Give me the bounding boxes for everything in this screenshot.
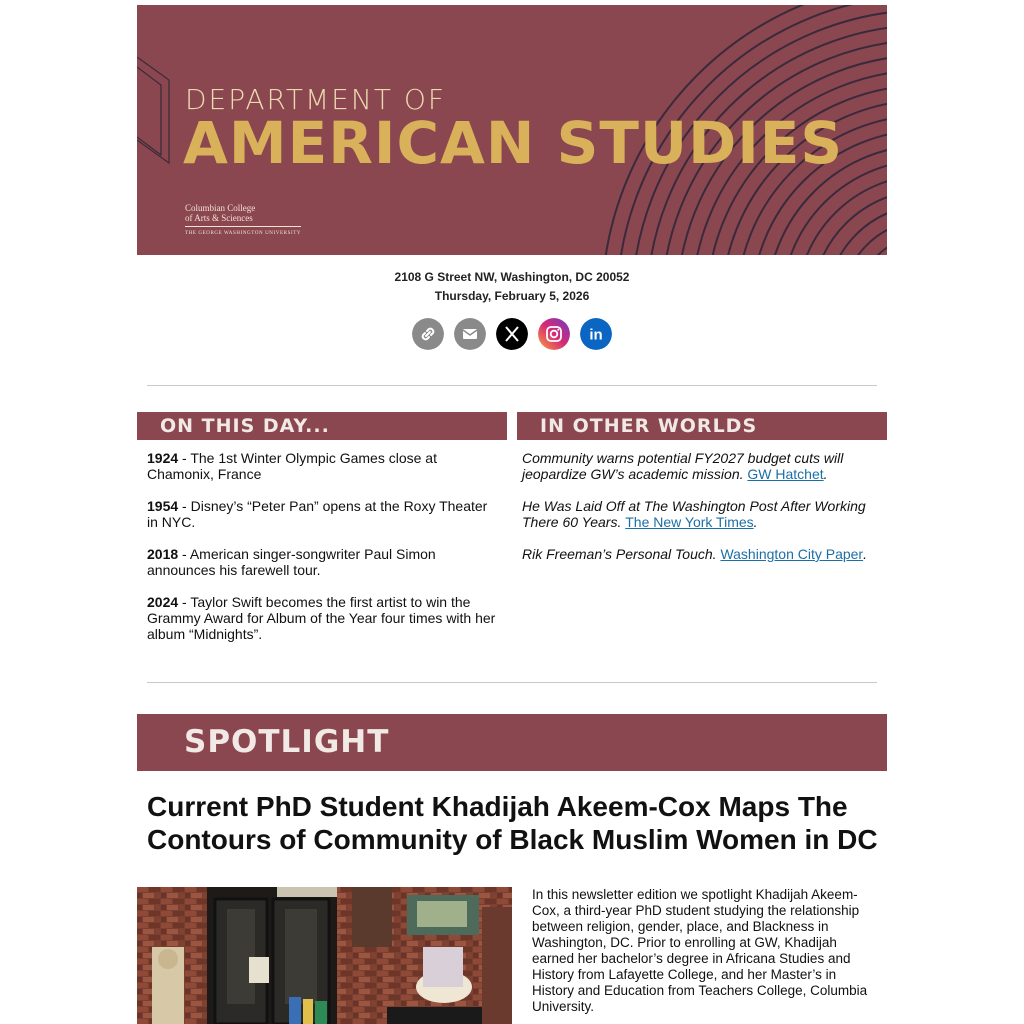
list-item (522, 450, 877, 482)
spotlight-headline: Current PhD Student Khadijah Akeem-Cox Maps The Contours of Community of Black Muslim Women in DC (147, 791, 878, 855)
spotlight-body: In this newsletter edition we spotlight Khadijah Akeem-Cox, a third-year PhD student studying the relationship between religion, gender, place, and Blackness in Washington, DC. Prior to enrolling at GW, Khadijah earned her bachelor’s degree in Africana Studies and History from Lafayette College, and her Master’s in History and Education from Teachers College, Columbia University. (532, 887, 868, 1014)
list-item (147, 594, 497, 642)
event-year: 1954 (147, 498, 179, 514)
punctuation: . (753, 514, 758, 530)
address: 2108 G Street NW, Washington, DC 20052 (394, 270, 630, 284)
punctuation: . (823, 466, 828, 482)
news-source-link[interactable]: The New York Times (625, 514, 754, 530)
divider (147, 385, 877, 386)
list-item (147, 498, 497, 530)
college-logo (185, 203, 301, 239)
linkedin-icon[interactable] (580, 318, 612, 350)
social-links (412, 318, 612, 350)
event-text: - Disney’s “Peter Pan” opens at the Roxy Theater in NYC. (147, 498, 488, 530)
date: Thursday, February 5, 2026 (434, 289, 590, 303)
list-item (147, 450, 497, 482)
list-item (522, 498, 877, 530)
email-icon[interactable] (454, 318, 486, 350)
event-text: - The 1st Winter Olympic Games close at Chamonix, France (147, 450, 437, 482)
divider (147, 682, 877, 683)
event-year: 2018 (147, 546, 179, 562)
event-text: - American singer-songwriter Paul Simon announces his farewell tour. (147, 546, 436, 578)
punctuation: . (863, 546, 867, 562)
news-headline: He Was Laid Off at The Washington Post After Working There 60 Years. (522, 498, 866, 530)
list-item (147, 546, 497, 578)
spotlight-header: SPOTLIGHT (137, 714, 887, 771)
college-line-2: of Arts & Sciences (185, 213, 253, 223)
link-icon[interactable] (412, 318, 444, 350)
spotlight-photo (137, 887, 512, 1024)
event-text: - Taylor Swift becomes the first artist to win the Grammy Award for Album of the Year four times with her album “Midnights”. (147, 594, 496, 642)
university-name: THE GEORGE WASHINGTON UNIVERSITY (185, 226, 301, 239)
news-headline: Rik Freeman’s Personal Touch. (522, 546, 721, 562)
banner-line-1: DEPARTMENT OF (185, 83, 446, 116)
other-worlds-header: IN OTHER WORLDS (517, 412, 887, 440)
event-year: 1924 (147, 450, 179, 466)
news-headline: Community warns potential FY2027 budget cuts will jeopardize GW’s academic mission. (522, 450, 844, 482)
svg-text:in: in (589, 326, 603, 344)
event-year: 2024 (147, 594, 179, 610)
header-banner (137, 5, 887, 255)
on-this-day-list (147, 450, 497, 658)
banner-line-2: AMERICAN STUDIES (183, 109, 844, 177)
news-source-link[interactable]: GW Hatchet (747, 466, 824, 482)
college-line-1: Columbian College (185, 203, 256, 213)
other-worlds-list (522, 450, 877, 578)
x-icon[interactable] (496, 318, 528, 350)
on-this-day-header: ON THIS DAY... (137, 412, 507, 440)
list-item (522, 546, 877, 562)
instagram-icon[interactable] (538, 318, 570, 350)
news-source-link[interactable]: Washington City Paper (720, 546, 864, 562)
